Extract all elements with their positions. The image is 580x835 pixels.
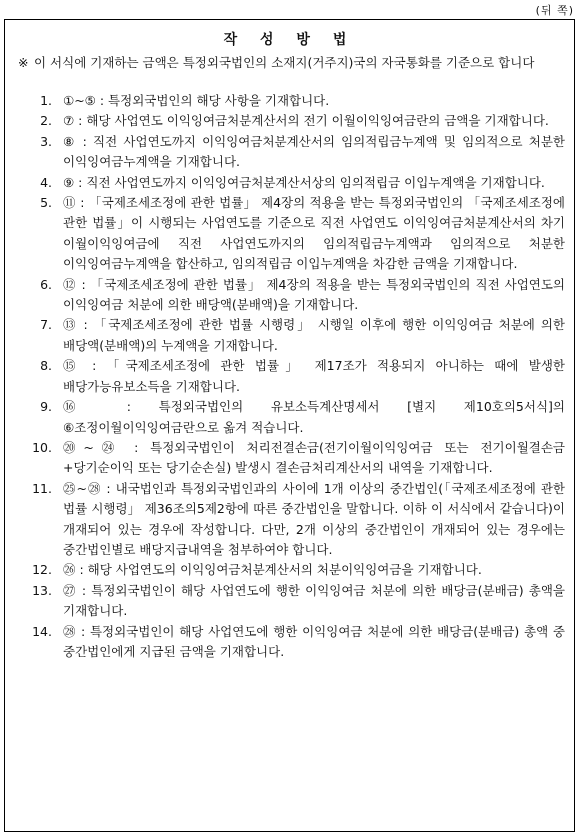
item-text: ㉗ : 특정외국법인이 해당 사업연도에 행한 이익잉여금 처분에 의한 배당금(분배금) 총액을 기재합니다. — [63, 582, 565, 619]
list-item — [5, 315, 565, 356]
list-item — [5, 173, 565, 193]
note-text: 이 서식에 기재하는 금액은 특정외국법인의 소재지(거주지)국의 자국통화를 기준으로 합니다 — [34, 55, 535, 70]
item-number: 1. — [40, 93, 52, 108]
list-item — [5, 622, 565, 663]
instruction-list — [5, 91, 574, 662]
list-item — [5, 193, 565, 275]
item-number: 9. — [40, 399, 52, 415]
list-item — [5, 91, 565, 111]
item-number: 2. — [40, 113, 52, 129]
list-item — [5, 438, 565, 479]
item-number: 14. — [32, 623, 52, 639]
item-text: ㉖ : 해당 사업연도의 이익잉여금처분계산서의 처분이익잉여금을 기재합니다. — [63, 562, 482, 578]
item-number: 3. — [40, 133, 52, 149]
list-item — [5, 275, 565, 316]
item-text: ⑳~㉔ : 특정외국법인이 처리전결손금(전기이월이익잉여금 또는 전기이월결손금+당기순이익 또는 당기순손실) 발생시 결손금처리계산서의 내역을 기재합니다. — [63, 439, 565, 476]
item-text: ㉕~㉘ : 내국법인과 특정외국법인과의 사이에 1개 이상의 중간법인(「국제조세조정에 관한 법률 시행령」 제36조의5제2항에 따른 중간법인을 말합니다. 이하 이 서식에서 같습니다)이 개재되어 있는 경우에 작성합니다. 다만, 2개 이상의 중간법인이 개재되어 있는 경우에는 중간법인별로 배당지급내역을 첨부하여야 합니다. — [63, 480, 565, 557]
note-mark: ※ — [18, 55, 29, 70]
item-text: ⑦ : 해당 사업연도 이익잉여금처분계산서의 전기 이월이익잉여금란의 금액을 기재합니다. — [63, 113, 549, 129]
item-number: 8. — [40, 358, 52, 374]
item-text: ①~⑤ : 특정외국법인의 해당 사항을 기재합니다. — [63, 93, 330, 108]
item-text: ㉘ : 특정외국법인이 해당 사업연도에 행한 이익잉여금 처분에 의한 배당금(분배금) 총액 중 중간법인에게 지급된 금액을 기재합니다. — [63, 623, 565, 659]
list-item — [5, 397, 565, 438]
item-text: ⑪ : 「국제조세조정에 관한 법률」 제4장의 적용을 받는 특정외국법인의 「국제조세조정에 관한 법률」이 시행되는 사업연도를 기준으로 직전 사업연도 이익잉여금처분계산서의 차기 이월이익잉여금에 직전 사업연도까지의 임의적립금누계액과 임의적으로 처분한 이익잉여금누계액을 합산하고, 임의적립금 이입누계액을 차감한 금액을 기재합니다. — [63, 195, 565, 272]
item-number: 11. — [32, 480, 52, 496]
page-title: 작 성 방 법 — [223, 32, 356, 48]
list-item — [5, 479, 565, 561]
item-number: 7. — [40, 317, 52, 333]
note — [5, 53, 574, 72]
list-item — [5, 111, 565, 131]
list-item — [5, 132, 565, 173]
item-number: 6. — [40, 276, 52, 292]
list-item — [5, 560, 565, 580]
page-side-label: (뒤 쪽) — [535, 4, 574, 17]
item-number: 5. — [40, 195, 52, 211]
item-text: ⑨ : 직전 사업연도까지 이익잉여금처분계산서상의 임의적립금 이입누계액을 기재합니다. — [63, 174, 545, 190]
item-number: 12. — [32, 562, 52, 578]
list-item — [5, 356, 565, 397]
item-text: ⑫ : 「국제조세조정에 관한 법률」 제4장의 적용을 받는 특정외국법인의 직전 사업연도의 이익잉여금 처분에 의한 배당액(분배액)을 기재합니다. — [63, 276, 565, 313]
item-text: ⑮ : 「국제조세조정에 관한 법률」 제17조가 적용되지 아니하는 때에 발생한 배당가능유보소득을 기재합니다. — [63, 358, 565, 394]
item-number: 10. — [32, 439, 52, 455]
item-text: ⑬ : 「국제조세조정에 관한 법률 시행령」 시행일 이후에 행한 이익잉여금 처분에 의한 배당액(분배액)의 누계액을 기재합니다. — [63, 317, 565, 353]
list-item — [5, 581, 565, 622]
item-number: 4. — [40, 174, 52, 190]
item-text: ⑯ : 특정외국법인의 유보소득계산명세서 [별지 제10호의5서식]의 ⑥조정이월이익잉여금란으로 옮겨 적습니다. — [63, 399, 565, 435]
item-number: 13. — [32, 582, 52, 598]
instruction-box — [4, 19, 575, 832]
item-text: ⑧ : 직전 사업연도까지 이익잉여금처분계산서의 임의적립금누계액 및 임의적으로 처분한 이익잉여금누계액을 기재합니다. — [63, 133, 565, 170]
